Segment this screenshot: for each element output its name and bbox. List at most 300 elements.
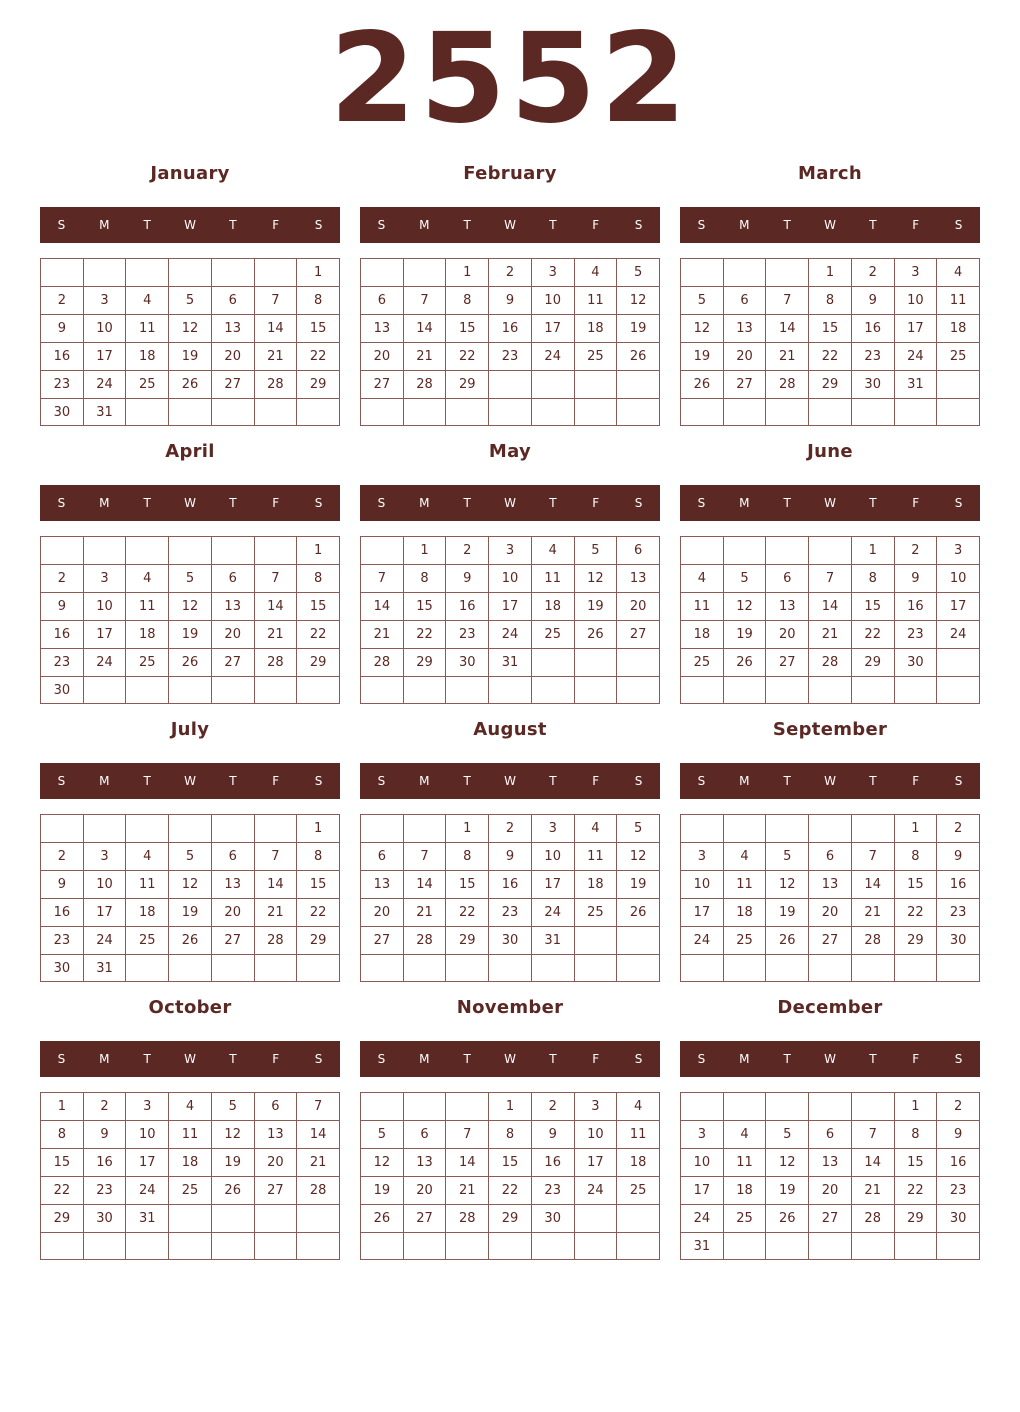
day-cell: 10 bbox=[83, 870, 126, 898]
empty-cell bbox=[765, 676, 808, 703]
empty-cell bbox=[616, 676, 659, 703]
weekday-header bbox=[360, 485, 660, 521]
day-cell: 7 bbox=[403, 286, 446, 314]
day-cell: 19 bbox=[168, 342, 211, 370]
empty-cell bbox=[680, 676, 723, 703]
empty-cell bbox=[616, 1232, 659, 1259]
weekday-label: F bbox=[592, 496, 600, 510]
day-cell: 22 bbox=[445, 898, 488, 926]
day-cell: 31 bbox=[488, 648, 531, 676]
day-cell: 27 bbox=[616, 620, 659, 648]
day-cell: 19 bbox=[765, 1176, 808, 1204]
weekday-label: S bbox=[57, 1052, 66, 1066]
day-cell: 23 bbox=[851, 342, 894, 370]
weekday-label: S bbox=[634, 1052, 643, 1066]
empty-cell bbox=[680, 954, 723, 981]
weekday-label: W bbox=[504, 1052, 516, 1066]
day-cell: 21 bbox=[403, 898, 446, 926]
day-cell: 16 bbox=[40, 620, 83, 648]
weekday-label: T bbox=[463, 496, 471, 510]
day-cell: 2 bbox=[488, 258, 531, 286]
day-cell: 1 bbox=[851, 536, 894, 564]
weekday-label: T bbox=[143, 774, 151, 788]
empty-cell bbox=[403, 1232, 446, 1259]
day-cell: 18 bbox=[168, 1148, 211, 1176]
weekday-label: T bbox=[549, 1052, 557, 1066]
empty-cell bbox=[936, 648, 979, 676]
day-cell: 9 bbox=[531, 1120, 574, 1148]
empty-cell bbox=[574, 648, 617, 676]
day-cell: 13 bbox=[808, 870, 851, 898]
day-cell: 31 bbox=[894, 370, 937, 398]
empty-cell bbox=[296, 954, 339, 982]
day-grid bbox=[680, 536, 980, 704]
empty-cell bbox=[445, 1232, 488, 1259]
empty-cell bbox=[254, 258, 297, 286]
empty-cell bbox=[125, 398, 168, 426]
empty-cell bbox=[574, 954, 617, 981]
day-cell: 9 bbox=[488, 842, 531, 870]
empty-cell bbox=[403, 814, 446, 842]
empty-cell bbox=[808, 398, 851, 425]
empty-cell bbox=[765, 954, 808, 981]
empty-cell bbox=[360, 954, 403, 981]
day-cell: 14 bbox=[254, 870, 297, 898]
empty-cell bbox=[296, 398, 339, 426]
empty-cell bbox=[723, 676, 766, 703]
day-cell: 19 bbox=[360, 1176, 403, 1204]
empty-cell bbox=[616, 370, 659, 398]
day-cell: 18 bbox=[723, 898, 766, 926]
empty-cell bbox=[851, 1092, 894, 1120]
day-cell: 19 bbox=[765, 898, 808, 926]
day-cell: 30 bbox=[531, 1204, 574, 1232]
day-cell: 2 bbox=[851, 258, 894, 286]
day-cell: 15 bbox=[851, 592, 894, 620]
day-cell: 22 bbox=[296, 620, 339, 648]
day-cell: 29 bbox=[296, 370, 339, 398]
day-cell: 8 bbox=[403, 564, 446, 592]
weekday-label: M bbox=[419, 218, 430, 232]
day-cell: 8 bbox=[40, 1120, 83, 1148]
day-cell: 22 bbox=[296, 898, 339, 926]
weekday-label: M bbox=[99, 496, 110, 510]
empty-cell bbox=[574, 1204, 617, 1232]
day-cell: 16 bbox=[40, 898, 83, 926]
day-cell: 2 bbox=[445, 536, 488, 564]
day-cell: 3 bbox=[125, 1092, 168, 1120]
weekday-header bbox=[680, 485, 980, 521]
day-cell: 15 bbox=[296, 870, 339, 898]
day-cell: 9 bbox=[851, 286, 894, 314]
empty-cell bbox=[680, 1092, 723, 1120]
weekday-label: T bbox=[869, 218, 877, 232]
day-cell: 22 bbox=[894, 1176, 937, 1204]
weekday-label: S bbox=[697, 218, 706, 232]
day-cell: 1 bbox=[445, 814, 488, 842]
day-cell: 26 bbox=[168, 370, 211, 398]
weekday-label: M bbox=[739, 774, 750, 788]
day-cell: 29 bbox=[40, 1204, 83, 1232]
day-cell: 14 bbox=[403, 870, 446, 898]
weekday-header bbox=[40, 485, 340, 521]
empty-cell bbox=[894, 1232, 937, 1260]
empty-cell bbox=[168, 676, 211, 704]
day-cell: 1 bbox=[894, 814, 937, 842]
day-cell: 13 bbox=[360, 870, 403, 898]
weekday-label: F bbox=[592, 1052, 600, 1066]
empty-cell bbox=[808, 536, 851, 564]
day-cell: 18 bbox=[125, 620, 168, 648]
weekday-label: F bbox=[912, 774, 920, 788]
day-cell: 17 bbox=[531, 314, 574, 342]
empty-cell bbox=[851, 814, 894, 842]
day-cell: 1 bbox=[403, 536, 446, 564]
day-cell: 21 bbox=[445, 1176, 488, 1204]
day-cell: 28 bbox=[254, 926, 297, 954]
day-cell: 5 bbox=[168, 564, 211, 592]
empty-cell bbox=[168, 258, 211, 286]
empty-cell bbox=[83, 1232, 126, 1259]
day-cell: 13 bbox=[616, 564, 659, 592]
month-name: July bbox=[170, 719, 210, 740]
day-cell: 7 bbox=[403, 842, 446, 870]
empty-cell bbox=[296, 1232, 339, 1259]
empty-cell bbox=[488, 1232, 531, 1259]
empty-cell bbox=[360, 398, 403, 425]
day-cell: 29 bbox=[894, 1204, 937, 1232]
day-cell: 20 bbox=[616, 592, 659, 620]
empty-cell bbox=[531, 398, 574, 425]
day-cell: 20 bbox=[211, 620, 254, 648]
day-cell: 7 bbox=[254, 842, 297, 870]
day-cell: 14 bbox=[808, 592, 851, 620]
day-cell: 24 bbox=[936, 620, 979, 648]
day-cell: 4 bbox=[574, 258, 617, 286]
day-cell: 11 bbox=[936, 286, 979, 314]
day-cell: 31 bbox=[680, 1232, 723, 1260]
empty-cell bbox=[808, 1232, 851, 1260]
weekday-label: W bbox=[504, 496, 516, 510]
day-cell: 2 bbox=[40, 564, 83, 592]
day-cell: 10 bbox=[574, 1120, 617, 1148]
weekday-label: F bbox=[592, 774, 600, 788]
empty-cell bbox=[680, 814, 723, 842]
day-cell: 25 bbox=[723, 926, 766, 954]
empty-cell bbox=[168, 1204, 211, 1232]
day-cell: 9 bbox=[894, 564, 937, 592]
day-cell: 28 bbox=[445, 1204, 488, 1232]
day-cell: 16 bbox=[936, 1148, 979, 1176]
empty-cell bbox=[254, 676, 297, 704]
day-cell: 25 bbox=[125, 648, 168, 676]
day-cell: 28 bbox=[296, 1176, 339, 1204]
weekday-header bbox=[360, 207, 660, 243]
day-cell: 28 bbox=[765, 370, 808, 398]
day-cell: 22 bbox=[488, 1176, 531, 1204]
day-cell: 1 bbox=[296, 258, 339, 286]
day-cell: 14 bbox=[296, 1120, 339, 1148]
day-cell: 11 bbox=[125, 314, 168, 342]
empty-cell bbox=[254, 1204, 297, 1232]
empty-cell bbox=[851, 676, 894, 703]
day-cell: 20 bbox=[211, 898, 254, 926]
day-grid bbox=[680, 1092, 980, 1260]
day-cell: 3 bbox=[531, 258, 574, 286]
day-cell: 22 bbox=[445, 342, 488, 370]
day-cell: 28 bbox=[254, 648, 297, 676]
weekday-label: S bbox=[57, 496, 66, 510]
empty-cell bbox=[765, 536, 808, 564]
empty-cell bbox=[851, 954, 894, 981]
empty-cell bbox=[296, 676, 339, 704]
weekday-label: T bbox=[549, 774, 557, 788]
day-cell: 26 bbox=[168, 926, 211, 954]
day-cell: 10 bbox=[936, 564, 979, 592]
day-cell: 27 bbox=[360, 926, 403, 954]
weekday-label: S bbox=[697, 1052, 706, 1066]
empty-cell bbox=[168, 398, 211, 426]
month-name: September bbox=[772, 719, 888, 740]
day-cell: 20 bbox=[808, 1176, 851, 1204]
day-cell: 3 bbox=[680, 842, 723, 870]
day-cell: 6 bbox=[211, 286, 254, 314]
day-cell: 7 bbox=[808, 564, 851, 592]
day-cell: 13 bbox=[254, 1120, 297, 1148]
day-cell: 19 bbox=[680, 342, 723, 370]
day-cell: 15 bbox=[808, 314, 851, 342]
empty-cell bbox=[211, 814, 254, 842]
empty-cell bbox=[574, 398, 617, 425]
day-cell: 7 bbox=[765, 286, 808, 314]
day-cell: 21 bbox=[254, 342, 297, 370]
day-cell: 8 bbox=[445, 842, 488, 870]
day-cell: 13 bbox=[211, 870, 254, 898]
day-cell: 6 bbox=[616, 536, 659, 564]
empty-cell bbox=[445, 954, 488, 981]
day-cell: 8 bbox=[894, 842, 937, 870]
weekday-label: M bbox=[99, 774, 110, 788]
day-cell: 23 bbox=[488, 898, 531, 926]
day-cell: 28 bbox=[851, 926, 894, 954]
empty-cell bbox=[211, 676, 254, 704]
day-cell: 16 bbox=[894, 592, 937, 620]
day-cell: 9 bbox=[445, 564, 488, 592]
day-cell: 27 bbox=[808, 926, 851, 954]
day-cell: 11 bbox=[616, 1120, 659, 1148]
day-cell: 25 bbox=[125, 926, 168, 954]
day-cell: 21 bbox=[360, 620, 403, 648]
weekday-label: T bbox=[143, 218, 151, 232]
empty-cell bbox=[616, 648, 659, 676]
day-cell: 4 bbox=[723, 1120, 766, 1148]
day-cell: 27 bbox=[765, 648, 808, 676]
day-cell: 11 bbox=[125, 592, 168, 620]
empty-cell bbox=[254, 1232, 297, 1259]
day-cell: 8 bbox=[851, 564, 894, 592]
empty-cell bbox=[680, 398, 723, 425]
empty-cell bbox=[765, 1232, 808, 1260]
day-cell: 12 bbox=[616, 842, 659, 870]
weekday-label: M bbox=[99, 218, 110, 232]
day-cell: 24 bbox=[83, 648, 126, 676]
day-cell: 22 bbox=[403, 620, 446, 648]
day-cell: 21 bbox=[765, 342, 808, 370]
day-cell: 24 bbox=[488, 620, 531, 648]
day-cell: 21 bbox=[296, 1148, 339, 1176]
weekday-label: S bbox=[57, 774, 66, 788]
day-cell: 1 bbox=[808, 258, 851, 286]
weekday-label: T bbox=[463, 774, 471, 788]
day-cell: 3 bbox=[531, 814, 574, 842]
day-cell: 13 bbox=[211, 314, 254, 342]
weekday-header bbox=[360, 763, 660, 799]
weekday-label: T bbox=[229, 1052, 237, 1066]
day-cell: 28 bbox=[360, 648, 403, 676]
day-cell: 30 bbox=[445, 648, 488, 676]
day-cell: 30 bbox=[83, 1204, 126, 1232]
day-cell: 1 bbox=[40, 1092, 83, 1120]
weekday-label: F bbox=[272, 496, 280, 510]
day-cell: 23 bbox=[40, 926, 83, 954]
weekday-label: T bbox=[549, 218, 557, 232]
day-cell: 26 bbox=[211, 1176, 254, 1204]
day-grid bbox=[360, 258, 660, 426]
day-grid bbox=[360, 1092, 660, 1260]
day-cell: 18 bbox=[723, 1176, 766, 1204]
day-grid bbox=[680, 258, 980, 426]
empty-cell bbox=[40, 536, 83, 564]
day-cell: 19 bbox=[168, 620, 211, 648]
day-cell: 23 bbox=[445, 620, 488, 648]
day-cell: 9 bbox=[40, 870, 83, 898]
day-cell: 8 bbox=[488, 1120, 531, 1148]
day-cell: 6 bbox=[808, 842, 851, 870]
weekday-header bbox=[680, 763, 980, 799]
weekday-label: W bbox=[824, 218, 836, 232]
day-cell: 12 bbox=[765, 1148, 808, 1176]
empty-cell bbox=[936, 370, 979, 398]
empty-cell bbox=[936, 1232, 979, 1260]
day-cell: 29 bbox=[296, 648, 339, 676]
day-cell: 21 bbox=[254, 620, 297, 648]
year-title: 2552 bbox=[329, 7, 691, 151]
day-cell: 10 bbox=[83, 592, 126, 620]
weekday-label: S bbox=[377, 218, 386, 232]
day-cell: 3 bbox=[83, 842, 126, 870]
weekday-label: S bbox=[314, 1052, 323, 1066]
day-cell: 3 bbox=[83, 286, 126, 314]
day-cell: 16 bbox=[488, 870, 531, 898]
empty-cell bbox=[723, 536, 766, 564]
month-name: May bbox=[488, 441, 532, 462]
day-cell: 17 bbox=[488, 592, 531, 620]
empty-cell bbox=[723, 258, 766, 286]
weekday-label: T bbox=[869, 1052, 877, 1066]
empty-cell bbox=[808, 954, 851, 981]
day-cell: 4 bbox=[680, 564, 723, 592]
day-cell: 3 bbox=[488, 536, 531, 564]
day-cell: 12 bbox=[360, 1148, 403, 1176]
day-cell: 30 bbox=[40, 398, 83, 426]
day-cell: 17 bbox=[83, 898, 126, 926]
weekday-label: S bbox=[634, 496, 643, 510]
weekday-label: W bbox=[824, 1052, 836, 1066]
day-cell: 12 bbox=[168, 592, 211, 620]
weekday-label: M bbox=[739, 218, 750, 232]
day-cell: 5 bbox=[723, 564, 766, 592]
day-cell: 5 bbox=[765, 842, 808, 870]
day-cell: 2 bbox=[83, 1092, 126, 1120]
day-cell: 1 bbox=[296, 814, 339, 842]
weekday-label: F bbox=[272, 218, 280, 232]
empty-cell bbox=[851, 398, 894, 425]
day-cell: 18 bbox=[125, 898, 168, 926]
weekday-header bbox=[680, 1041, 980, 1077]
day-cell: 14 bbox=[360, 592, 403, 620]
day-cell: 4 bbox=[723, 842, 766, 870]
day-cell: 7 bbox=[360, 564, 403, 592]
day-cell: 14 bbox=[851, 1148, 894, 1176]
day-cell: 30 bbox=[851, 370, 894, 398]
day-cell: 6 bbox=[211, 842, 254, 870]
day-cell: 16 bbox=[488, 314, 531, 342]
empty-cell bbox=[808, 814, 851, 842]
day-cell: 3 bbox=[574, 1092, 617, 1120]
day-cell: 2 bbox=[40, 842, 83, 870]
day-grid bbox=[40, 814, 340, 982]
empty-cell bbox=[125, 954, 168, 982]
day-cell: 3 bbox=[680, 1120, 723, 1148]
day-cell: 8 bbox=[296, 286, 339, 314]
empty-cell bbox=[616, 398, 659, 425]
day-cell: 5 bbox=[616, 258, 659, 286]
day-cell: 25 bbox=[531, 620, 574, 648]
day-cell: 25 bbox=[168, 1176, 211, 1204]
day-cell: 5 bbox=[360, 1120, 403, 1148]
day-cell: 14 bbox=[851, 870, 894, 898]
day-grid bbox=[40, 536, 340, 704]
day-cell: 6 bbox=[808, 1120, 851, 1148]
day-cell: 5 bbox=[168, 286, 211, 314]
weekday-header bbox=[40, 763, 340, 799]
weekday-label: T bbox=[463, 218, 471, 232]
day-cell: 7 bbox=[851, 1120, 894, 1148]
day-cell: 23 bbox=[40, 648, 83, 676]
day-cell: 7 bbox=[851, 842, 894, 870]
empty-cell bbox=[125, 1232, 168, 1259]
day-cell: 22 bbox=[40, 1176, 83, 1204]
weekday-header bbox=[680, 207, 980, 243]
day-cell: 1 bbox=[445, 258, 488, 286]
day-cell: 19 bbox=[723, 620, 766, 648]
empty-cell bbox=[531, 1232, 574, 1259]
day-cell: 28 bbox=[808, 648, 851, 676]
empty-cell bbox=[125, 676, 168, 704]
day-cell: 1 bbox=[488, 1092, 531, 1120]
day-cell: 27 bbox=[211, 926, 254, 954]
empty-cell bbox=[83, 814, 126, 842]
day-cell: 20 bbox=[403, 1176, 446, 1204]
day-cell: 25 bbox=[574, 342, 617, 370]
day-cell: 26 bbox=[765, 1204, 808, 1232]
day-cell: 30 bbox=[40, 954, 83, 982]
day-grid bbox=[680, 814, 980, 982]
day-cell: 2 bbox=[531, 1092, 574, 1120]
day-cell: 22 bbox=[894, 898, 937, 926]
day-cell: 21 bbox=[808, 620, 851, 648]
day-cell: 30 bbox=[936, 926, 979, 954]
